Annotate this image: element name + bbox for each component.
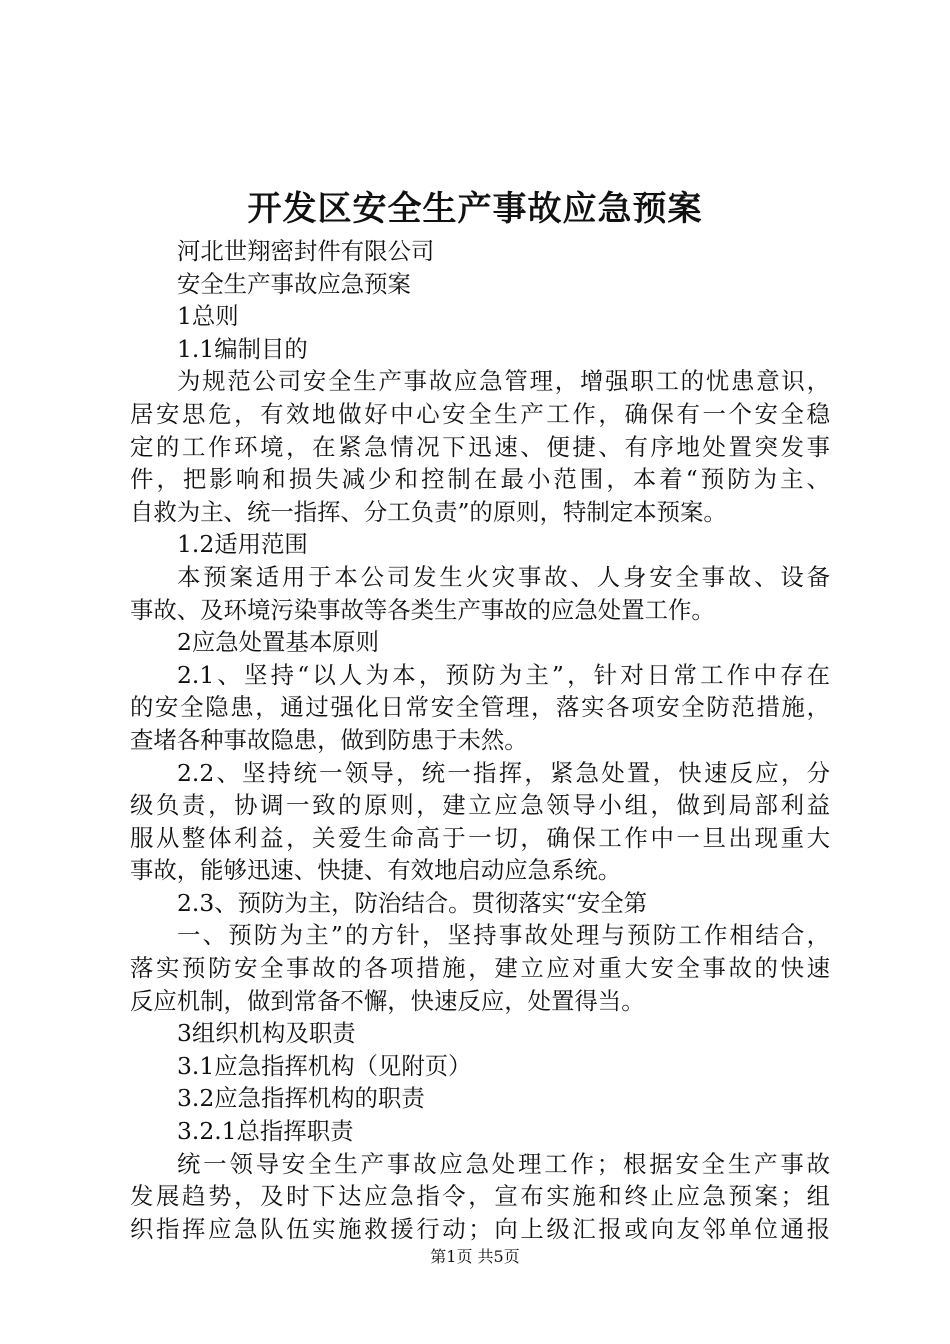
text-line: 服从整体利益，关爱生命高于一切，确保工作中一旦出现重大 [130,823,830,852]
text-line: 发展趋势，及时下达应急指令，宣布实施和终止应急预案；组 [130,1182,830,1211]
section-heading: 3.2应急指挥机构的职责 [177,1084,425,1113]
text-line: 级负责，协调一致的原则，建立应急领导小组，做到局部利益 [130,791,830,820]
text-line: 居安思危，有效地做好中心安全生产工作，确保有一个安全稳 [130,399,830,428]
text-line: 安全生产事故应急预案 [177,269,411,298]
document-body [130,235,830,1245]
text-line: 查堵各种事故隐患，做到防患于未然。 [130,725,528,754]
text-line: 落实预防安全事故的各项措施，建立应对重大安全事故的快速 [130,954,830,983]
section-heading: 3.2.1总指挥职责 [177,1117,354,1146]
section-heading: 3.1应急指挥机构（见附页） [177,1051,472,1080]
text-line: 2.2、坚持统一领导，统一指挥，紧急处置，快速反应，分 [177,758,830,787]
text-line: 2.3、预防为主，防治结合。贯彻落实“安全第 [177,888,648,917]
text-line: 织指挥应急队伍实施救援行动；向上级汇报或向友邻单位通报 [130,1214,830,1243]
text-line: 本预案适用于本公司发生火灾事故、人身安全事故、设备 [177,562,830,591]
text-line: 河北世翔密封件有限公司 [177,237,435,265]
text-line: 的安全隐患，通过强化日常安全管理，落实各项安全防范措施， [130,693,830,722]
text-line: 为规范公司安全生产事故应急管理，增强职工的忧患意识， [177,367,830,396]
document-title: 开发区安全生产事故应急预案 [247,189,703,229]
section-heading: 2应急处置基本原则 [177,628,380,657]
section-heading: 3组织机构及职责 [177,1019,356,1048]
text-line: 2.1、坚持“以人为本，预防为主”，针对日常工作中存在 [177,660,830,689]
text-line: 件，把影响和损失减少和控制在最小范围，本着“预防为主、 [130,465,830,494]
text-line: 事故，能够迅速、快捷、有效地启动应急系统。 [130,856,622,885]
text-line: 自救为主、统一指挥、分工负责”的原则，特制定本预案。 [130,497,727,526]
text-line: 统一领导安全生产事故应急处理工作；根据安全生产事故 [177,1149,830,1178]
section-heading: 1.1编制目的 [177,334,308,363]
section-heading: 1总则 [177,302,239,331]
text-line: 反应机制，做到常备不懈，快速反应，处置得当。 [130,986,645,1015]
text-line: 一、预防为主”的方针，坚持事故处理与预防工作相结合， [177,921,830,950]
text-line: 事故、及环境污染事故等各类生产事故的应急处置工作。 [130,595,715,624]
page-number-footer: 第1页 共5页 [430,1247,520,1266]
text-line: 定的工作环境，在紧急情况下迅速、便捷、有序地处置突发事 [130,432,830,461]
section-heading: 1.2适用范围 [177,530,308,559]
